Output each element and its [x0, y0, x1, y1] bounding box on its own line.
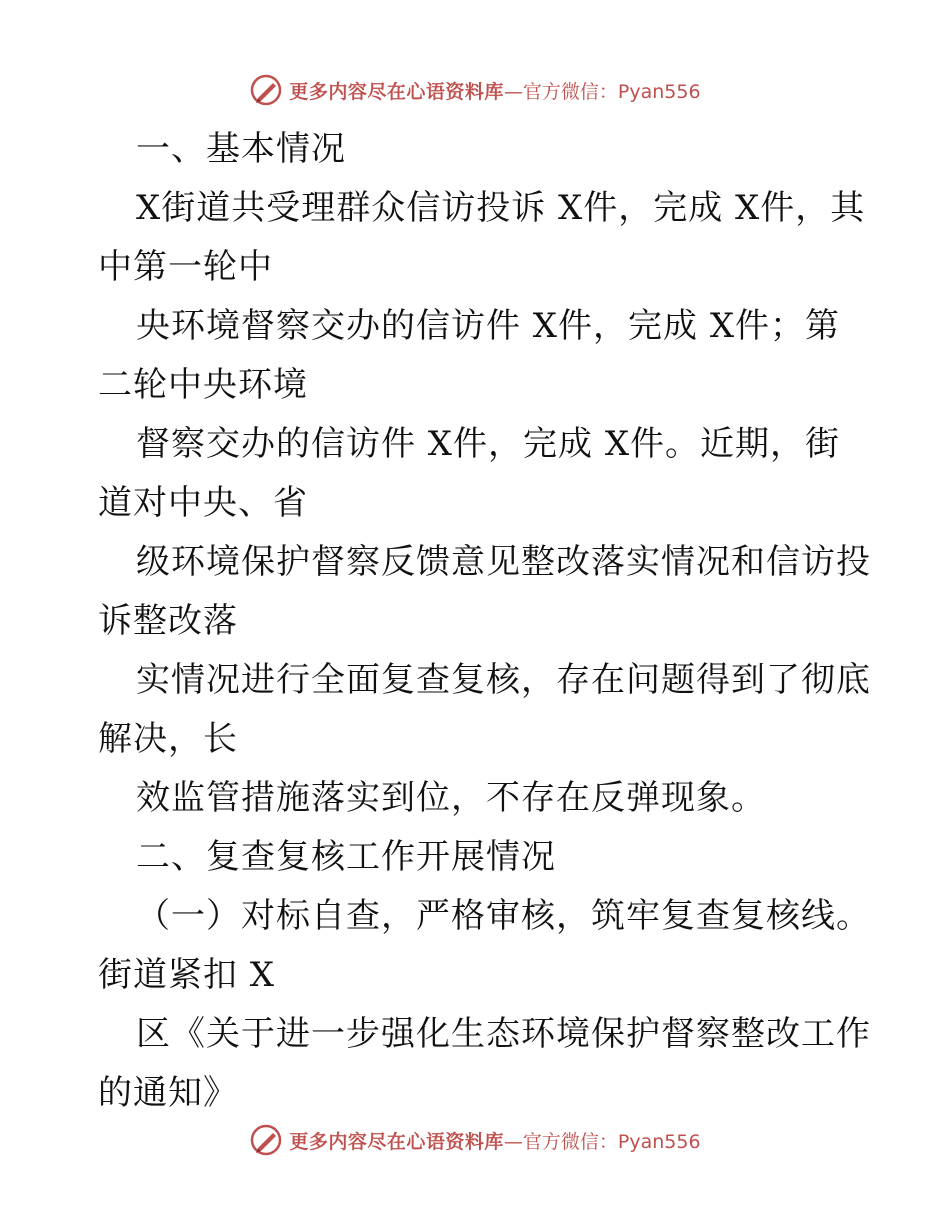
section-heading-review: 二、复查复核工作开展情况 — [136, 837, 556, 877]
paragraph-line: 街道紧扣 X — [98, 955, 276, 995]
section-heading-basic: 一、基本情况 — [136, 129, 346, 169]
paragraph-line: 二轮中央环境 — [98, 365, 308, 405]
paragraph-line: 区《关于进一步强化生态环境保护督察整改工作 — [136, 1014, 871, 1054]
paragraph-line: 实情况进行全面复查复核，存在问题得到了彻底 — [136, 660, 871, 700]
subsection-heading: （一）对标自查，严格审核，筑牢复查复核线。 — [136, 896, 871, 936]
paragraph-line: 中第一轮中 — [98, 247, 273, 287]
pen-logo-icon — [249, 1123, 283, 1157]
paragraph-line: 效监管措施落实到位，不存在反弹现象。 — [136, 778, 766, 818]
paragraph-line: 诉整改落 — [98, 601, 238, 641]
footer-watermark-banner — [0, 1120, 950, 1160]
header-watermark-banner — [0, 70, 950, 110]
paragraph-line: 道对中央、省 — [98, 483, 308, 523]
footer-wechat-text: —官方微信：Pyan556 — [503, 1130, 701, 1153]
paragraph-line: 督察交办的信访件 X件，完成 X件。近期，街 — [136, 424, 841, 464]
footer-brand-text: 更多内容尽在心语资料库 — [289, 1130, 504, 1153]
paragraph-line: X街道共受理群众信访投诉 X件，完成 X件，其 — [136, 188, 866, 228]
header-brand-text: 更多内容尽在心语资料库 — [289, 80, 504, 103]
pen-logo-icon — [249, 73, 283, 107]
document-body — [98, 120, 871, 1123]
paragraph-line: 的通知》 — [98, 1073, 238, 1113]
paragraph-line: 解决，长 — [98, 719, 238, 759]
paragraph-line: 央环境督察交办的信访件 X件，完成 X件；第 — [136, 306, 841, 346]
header-wechat-text: —官方微信：Pyan556 — [503, 80, 701, 103]
paragraph-line: 级环境保护督察反馈意见整改落实情况和信访投 — [136, 542, 871, 582]
